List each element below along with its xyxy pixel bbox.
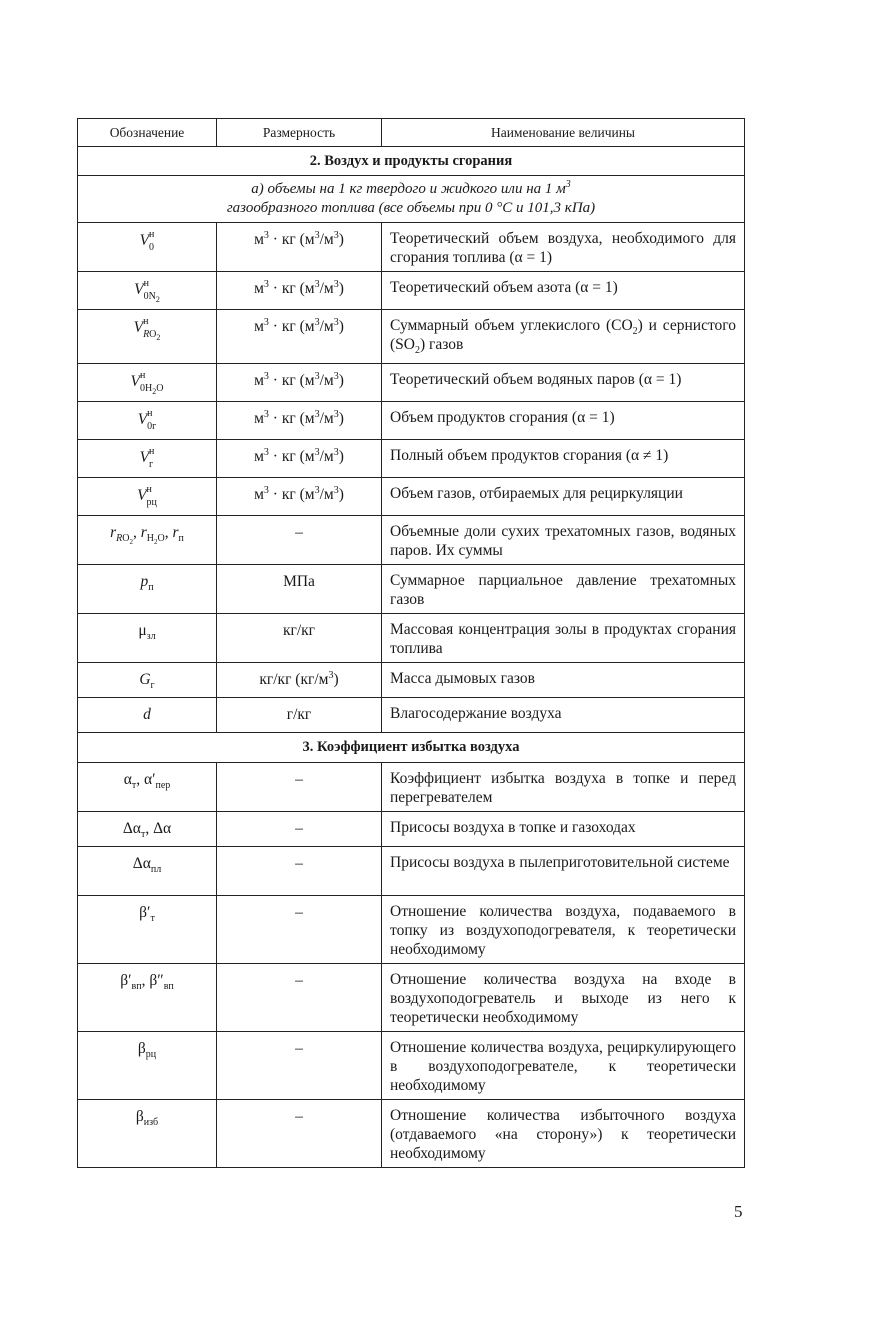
- symbol-sup: н: [143, 278, 149, 289]
- table-row: [78, 364, 745, 402]
- unit-cell: –: [217, 763, 382, 812]
- symbol-cell: $\beta'_т$: [78, 896, 217, 964]
- description-cell: Отношение количества воздуха, подаваемого в топку из воздухоподогревателя, к теоретически необходимому: [382, 896, 745, 964]
- description-cell: Объем газов, отбираемых для рециркуляции: [382, 478, 745, 516]
- symbol-cell: d: [78, 698, 217, 733]
- unit-cell: $м^3$ · кг $(м^3/м^3)$: [217, 310, 382, 364]
- table-row: [78, 964, 745, 1032]
- description-cell: Масса дымовых газов: [382, 663, 745, 698]
- table-header-row: [78, 119, 745, 147]
- unit-cell: –: [217, 896, 382, 964]
- symbol-cell: $\beta_{рц}$: [78, 1032, 217, 1100]
- table-row: [78, 896, 745, 964]
- description-cell: Отношение количества воздуха, рециркулирующего в воздухоподогревателе, к теоретически необходимому: [382, 1032, 745, 1100]
- table-row: [78, 402, 745, 440]
- unit-cell: МПа: [217, 565, 382, 614]
- symbol-cell: $\mu_{зл}$: [78, 614, 217, 663]
- description-cell: Полный объем продуктов сгорания (α ≠ 1): [382, 440, 745, 478]
- table-row: [78, 812, 745, 847]
- unit-cell: –: [217, 516, 382, 565]
- symbol-main: V: [133, 319, 144, 337]
- symbol-sub: $0N_2$: [143, 291, 160, 304]
- header-name: Наименование величины: [382, 119, 745, 147]
- description-cell: Массовая концентрация золы в продуктах сгорания топлива: [382, 614, 745, 663]
- description-cell: Суммарное парциальное давление трехатомных газов: [382, 565, 745, 614]
- table-row: [78, 310, 745, 364]
- symbol-cell: [78, 310, 217, 364]
- unit-cell: –: [217, 1032, 382, 1100]
- unit-cell: –: [217, 1100, 382, 1168]
- description-cell: Теоретический объем азота (α = 1): [382, 272, 745, 310]
- unit-cell: $м^3$ · кг $(м^3/м^3)$: [217, 402, 382, 440]
- header-designation: Обозначение: [78, 119, 217, 147]
- subsection-line1: а) объемы на 1 кг твердого и жидкого или на 1 м: [251, 181, 566, 197]
- description-cell: Суммарный объем углекислого $(CO_2)$ и сернистого $(SO_2)$ газов: [382, 310, 745, 364]
- subsection-sup: 3: [565, 179, 571, 190]
- description-cell: Объемные доли сухих трехатомных газов, водяных паров. Их суммы: [382, 516, 745, 565]
- symbol-cell: $\beta'_{вп}$, $\beta''_{вп}$: [78, 964, 217, 1032]
- unit-cell: $м^3$ · кг $(м^3/м^3)$: [217, 272, 382, 310]
- unit-cell: –: [217, 964, 382, 1032]
- symbol-main: V: [130, 373, 140, 391]
- symbol-main: V: [139, 232, 150, 250]
- symbol-sub: $0H_2O$: [140, 383, 164, 396]
- symbol-cell: $G_г$: [78, 663, 217, 698]
- table-row: [78, 663, 745, 698]
- symbol-sub: г: [149, 459, 154, 470]
- symbol-cell: $\alpha_т$, $\alpha'_{пер}$: [78, 763, 217, 812]
- header-dimension: Размерность: [217, 119, 382, 147]
- description-cell: Объем продуктов сгорания (α = 1): [382, 402, 745, 440]
- symbol-cell: $r_{RO_2}$, $r_{H_2O}$, $r_п$: [78, 516, 217, 565]
- section-row: [78, 733, 745, 763]
- subsection-row: [78, 176, 745, 223]
- table-row: [78, 223, 745, 272]
- section-title: 3. Коэффициент избытка воздуха: [78, 733, 745, 763]
- subsection-title: [78, 176, 745, 223]
- description-cell: Присосы воздуха в пылеприготовительной системе: [382, 847, 745, 896]
- description-cell: Отношение количества воздуха на входе в воздухоподогреватель и выходе из него к теоретически необходимому: [382, 964, 745, 1032]
- unit-cell: г/кг: [217, 698, 382, 733]
- table-row: [78, 698, 745, 733]
- table-row: [78, 440, 745, 478]
- description-cell: Влагосодержание воздуха: [382, 698, 745, 733]
- table-row: [78, 478, 745, 516]
- table-row: [78, 1032, 745, 1100]
- section-row: [78, 147, 745, 176]
- symbol-main: V: [139, 449, 150, 467]
- unit-cell: $м^3$ · кг $(м^3/м^3)$: [217, 364, 382, 402]
- symbol-cell: [78, 364, 217, 402]
- symbol-cell: [78, 223, 217, 272]
- symbol-cell: $\beta_{изб}$: [78, 1100, 217, 1168]
- symbol-sub: 0г: [147, 421, 157, 432]
- symbol-main: V: [134, 281, 144, 299]
- symbol-sub: рц: [146, 497, 157, 508]
- symbol-cell: [78, 272, 217, 310]
- unit-cell: –: [217, 847, 382, 896]
- table-row: [78, 847, 745, 896]
- description-cell: Теоретический объем воздуха, необходимого для сгорания топлива (α = 1): [382, 223, 745, 272]
- unit-cell: $м^3$ · кг $(м^3/м^3)$: [217, 223, 382, 272]
- table-row: [78, 565, 745, 614]
- symbol-main: V: [137, 411, 148, 429]
- unit-cell: $м^3$ · кг $(м^3/м^3)$: [217, 440, 382, 478]
- symbol-cell: [78, 478, 217, 516]
- description-cell: Отношение количества избыточного воздуха (отдаваемого «на сторону») к теоретически необходимому: [382, 1100, 745, 1168]
- unit-cell: кг/кг: [217, 614, 382, 663]
- subsection-line2: газообразного топлива (все объемы при 0 °С и 101,3 кПа): [226, 200, 596, 216]
- table-row: [78, 763, 745, 812]
- symbol-sup: н: [149, 446, 155, 457]
- symbol-sub: $RO_2$: [143, 329, 161, 342]
- page-number: 5: [734, 1202, 743, 1221]
- table-row: [78, 272, 745, 310]
- symbol-sup: н: [143, 316, 149, 327]
- table-row: [78, 614, 745, 663]
- symbol-cell: $p_п$: [78, 565, 217, 614]
- unit-cell: кг/кг $(кг/м^3)$: [217, 663, 382, 698]
- description-cell: Присосы воздуха в топке и газоходах: [382, 812, 745, 847]
- parameters-table: [77, 118, 745, 1168]
- symbol-sup: н: [140, 370, 146, 381]
- unit-cell: –: [217, 812, 382, 847]
- description-cell: Коэффициент избытка воздуха в топке и перед перегревателем: [382, 763, 745, 812]
- symbol-sup: н: [146, 484, 152, 495]
- symbol-cell: $\Delta\alpha_т$, Δα: [78, 812, 217, 847]
- symbol-main: V: [137, 487, 147, 505]
- section-title: 2. Воздух и продукты сгорания: [78, 147, 745, 176]
- description-cell: Теоретический объем водяных паров (α = 1): [382, 364, 745, 402]
- unit-cell: $м^3$ · кг $(м^3/м^3)$: [217, 478, 382, 516]
- table-row: [78, 1100, 745, 1168]
- symbol-cell: [78, 402, 217, 440]
- symbol-sup: н: [149, 229, 155, 240]
- table-row: [78, 516, 745, 565]
- symbol-cell: $\Delta\alpha_{пл}$: [78, 847, 217, 896]
- symbol-cell: [78, 440, 217, 478]
- symbol-sup: н: [147, 408, 153, 419]
- symbol-sub: 0: [149, 242, 155, 253]
